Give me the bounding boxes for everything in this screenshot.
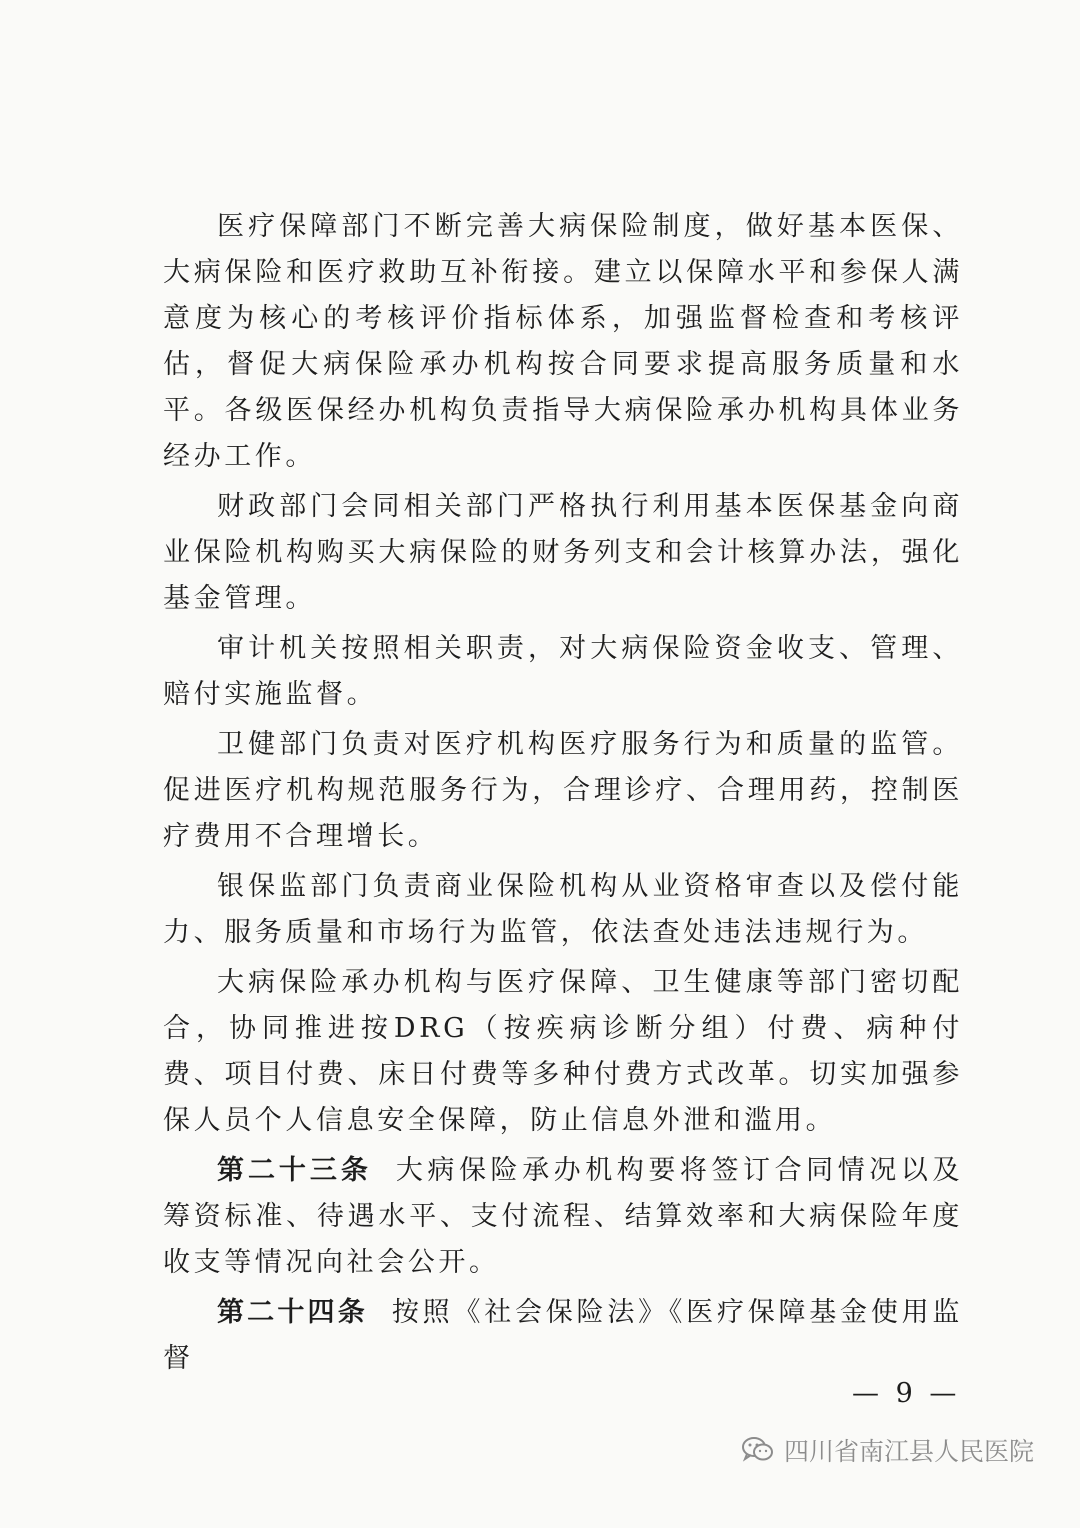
watermark-text: 四川省南江县人民医院 xyxy=(784,1437,1035,1466)
paragraph-4 xyxy=(163,722,963,860)
wechat-icon xyxy=(742,1437,774,1463)
paragraph-text: 按照《社会保险法》《医疗保障基金使用监督 xyxy=(163,1297,963,1374)
paragraph-6 xyxy=(163,960,963,1144)
body-text xyxy=(163,204,963,1386)
paragraph-text: 银保监部门负责商业保险机构从业资格审查以及偿付能力、服务质量和市场行为监管，依法查处违法违规行为。 xyxy=(163,871,963,948)
paragraph-5 xyxy=(163,864,963,956)
article-number: 第二十三条 xyxy=(217,1155,372,1186)
paragraph-1 xyxy=(163,204,963,480)
watermark xyxy=(742,1432,1034,1468)
article-number: 第二十四条 xyxy=(217,1297,368,1328)
paragraph-text: 财政部门会同相关部门严格执行利用基本医保基金向商业保险机构购买大病保险的财务列支和会计核算办法，强化基金管理。 xyxy=(163,491,963,614)
article-24 xyxy=(163,1290,963,1382)
paragraph-2 xyxy=(163,484,963,622)
paragraph-text: 卫健部门负责对医疗机构医疗服务行为和质量的监管。促进医疗机构规范服务行为，合理诊疗、合理用药，控制医疗费用不合理增长。 xyxy=(163,729,963,852)
paragraph-text: 医疗保障部门不断完善大病保险制度，做好基本医保、大病保险和医疗救助互补衔接。建立以保障水平和参保人满意度为核心的考核评价指标体系，加强监督检查和考核评估，督促大病保险承办机构按合同要求提高服务质量和水平。各级医保经办机构负责指导大病保险承办机构具体业务经办工作。 xyxy=(163,211,963,472)
paragraph-text: 大病保险承办机构要将签订合同情况以及筹资标准、待遇水平、支付流程、结算效率和大病保险年度收支等情况向社会公开。 xyxy=(163,1155,963,1278)
paragraph-text: 审计机关按照相关职责，对大病保险资金收支、管理、赔付实施监督。 xyxy=(163,633,963,710)
paragraph-3 xyxy=(163,626,963,718)
page-number: — 9 — xyxy=(852,1378,961,1409)
paragraph-text: 大病保险承办机构与医疗保障、卫生健康等部门密切配合，协同推进按DRG（按疾病诊断分组）付费、病种付费、项目付费、床日付费等多种付费方式改革。切实加强参保人员个人信息安全保障，防止信息外泄和滥用。 xyxy=(163,967,963,1136)
article-23 xyxy=(163,1148,963,1286)
